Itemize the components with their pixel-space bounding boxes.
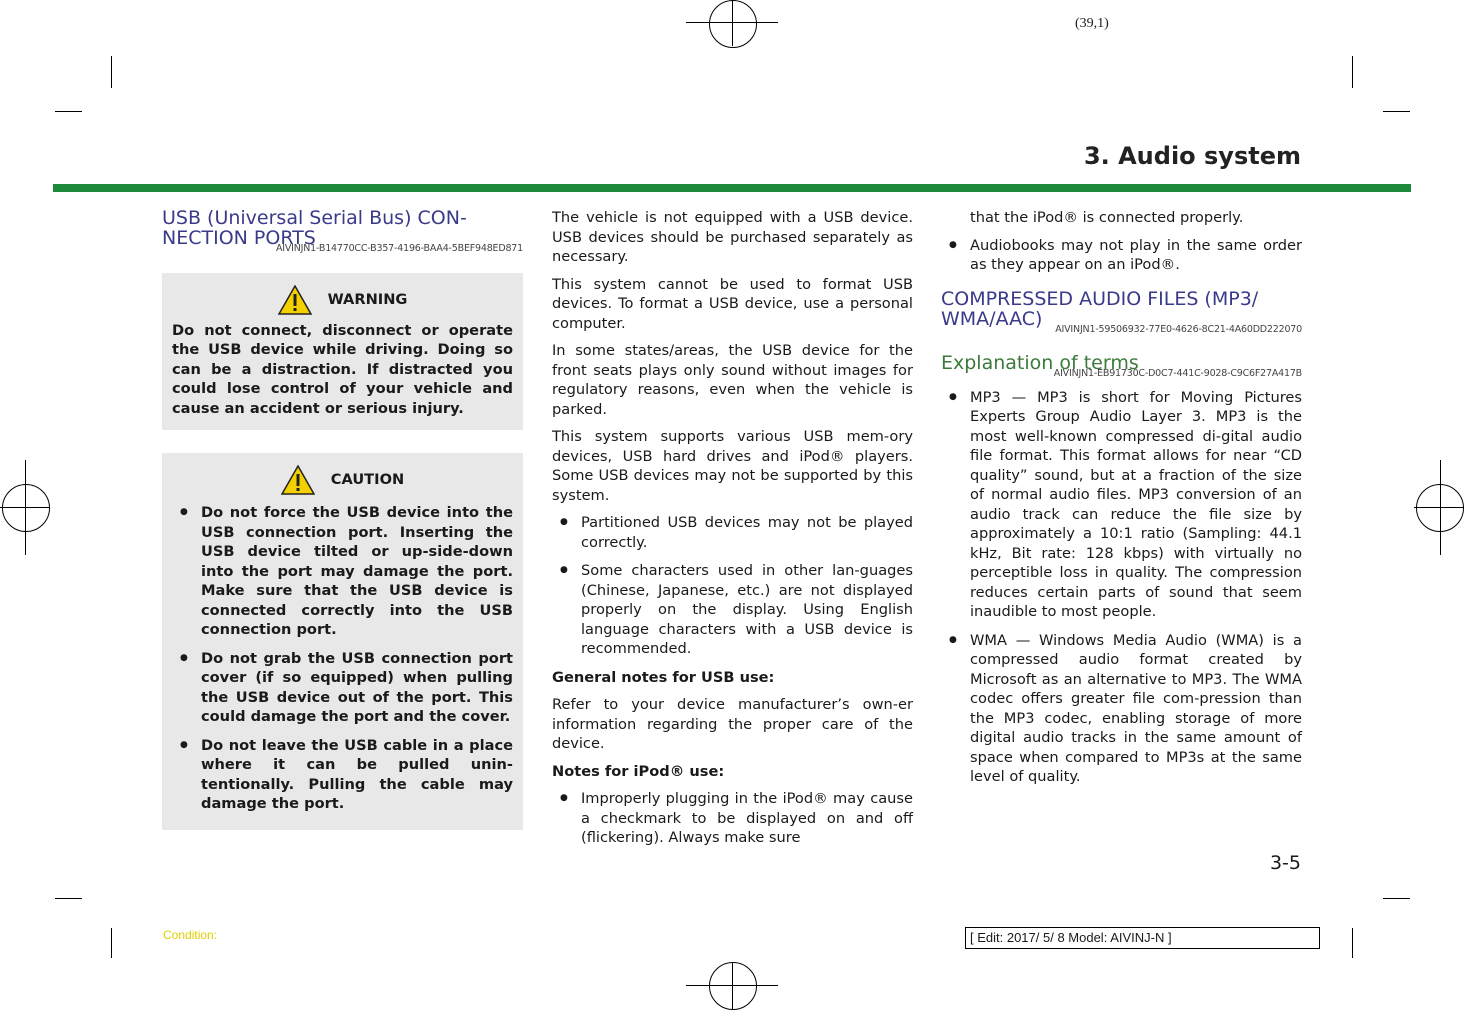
caution-title-row xyxy=(172,465,513,495)
caution-item: ● Do not leave the USB cable in a place where it can be pulled unin-tentionally. Pulling the cable may damage the port. xyxy=(172,736,513,814)
list-item: ● WMA — Windows Media Audio (WMA) is a compressed audio format created by Microsoft as an alternative to MP3. The WMA codec offers greater file com-pression than the MP3 codec, enabling storage of more digital audio tracks in the same amount of space when compared to MP3s at the same level of quality. xyxy=(941,631,1302,787)
subheading-general-notes: General notes for USB use: xyxy=(552,668,775,686)
list-item: ● Improperly plugging in the iPod® may cause a checkmark to be displayed on and off (flickering). Always make sure xyxy=(552,789,913,848)
footer-condition: Condition: xyxy=(163,928,218,942)
list-item: ● Audiobooks may not play in the same order as they appear on an iPod®. xyxy=(941,236,1302,275)
subheading-ipod-notes: Notes for iPod® use: xyxy=(552,762,725,780)
column-2 xyxy=(552,208,913,857)
paragraph: The vehicle is not equipped with a USB device. USB devices should be purchased separately as necessary. xyxy=(552,209,913,265)
crop-mark xyxy=(1383,111,1410,112)
crop-mark xyxy=(1352,928,1353,958)
footer-edit-box: [ Edit: 2017/ 5/ 8 Model: AIVINJ-N ] xyxy=(965,927,1320,949)
caution-triangle-icon xyxy=(281,465,315,495)
crop-mark xyxy=(55,111,82,112)
warning-title-row xyxy=(172,285,513,315)
terms-list xyxy=(941,388,1302,787)
list-item: ● MP3 — MP3 is short for Moving Pictures Experts Group Audio Layer 3. MP3 is the most well-known compressed di-gital audio file format. This format allows for near “CD quality” sound, but at a fraction of the size of normal audio files. MP3 conversion of an audio track can reduce the file size by approximately a 10:1 ratio (Sampling: 44.1 kHz, Bit rate: 128 kbps) with virtually no perceptible loss in quality. The compression reduces certain parts of sound that seem inaudible to most people. xyxy=(941,388,1302,622)
column-3 xyxy=(941,208,1302,796)
section-code: AIVINJN1-B14770CC-B357-4196-BAA4-5BEF948ED871 xyxy=(275,243,523,254)
caution-list xyxy=(172,503,513,814)
subheading-explanation: Explanation of terms xyxy=(941,352,1139,374)
usb-notes-list xyxy=(552,513,913,659)
caution-title: CAUTION xyxy=(330,471,405,488)
list-item: ● Some characters used in other lan-guages (Chinese, Japanese, etc.) are not displayed properly on the display. Using English language characters with a USB device is recommended. xyxy=(552,561,913,659)
warning-text: Do not connect, disconnect or operate the USB device while driving. Doing so can be a distraction. If distracted you could lose control of your vehicle and cause an accident or serious injury. xyxy=(172,321,513,417)
crop-mark xyxy=(55,898,82,899)
warning-triangle-icon xyxy=(278,285,312,315)
caution-item: ● Do not force the USB device into the USB connection port. Inserting the USB device tilted or up-side-down into the port may damage the port. Make sure that the USB device is connected correctly into the USB connection port. xyxy=(172,503,513,640)
crop-mark xyxy=(1383,898,1410,899)
paragraph: This system cannot be used to format USB devices. To format a USB device, use a personal computer. xyxy=(552,275,913,332)
chapter-rule xyxy=(53,184,1411,192)
crop-mark xyxy=(111,56,112,88)
caution-box xyxy=(162,453,523,830)
section-heading-usb: USB (Universal Serial Bus) CON-NECTION PORTS xyxy=(162,207,467,249)
chapter-title: 3. Audio system xyxy=(1083,142,1301,170)
list-item-continuation: that the iPod® is connected properly. xyxy=(970,209,1244,226)
page-marker: (39,1) xyxy=(1075,16,1109,31)
section-heading-compressed: COMPRESSED AUDIO FILES (MP3/ WMA/AAC) xyxy=(941,287,1259,330)
section-code: AIVINJN1-59506932-77E0-4626-8C21-4A60DD222070 xyxy=(1055,323,1302,335)
crop-mark xyxy=(111,928,112,958)
page-folio: 3-5 xyxy=(1269,852,1301,874)
subsection-code: AIVINJN1-EB91730C-D0C7-441C-9028-C9C6F27A417B xyxy=(1053,368,1302,379)
crop-mark xyxy=(1352,56,1353,88)
warning-title: WARNING xyxy=(327,290,408,308)
column-1 xyxy=(162,208,523,830)
caution-item: ● Do not grab the USB connection port cover (if so equipped) when pulling the USB device out of the port. This could damage the port and the cover. xyxy=(172,649,513,727)
ipod-notes-list-cont xyxy=(941,236,1302,275)
list-item: ● Partitioned USB devices may not be played correctly. xyxy=(552,513,913,552)
ipod-notes-list xyxy=(552,789,913,848)
warning-box xyxy=(162,273,523,431)
paragraph: Refer to your device manufacturer’s own-er information regarding the proper care of the device. xyxy=(552,696,913,752)
paragraph: This system supports various USB mem-ory devices, USB hard drives and iPod® players. Some USB devices may not be supported by this system. xyxy=(552,428,913,504)
paragraph: In some states/areas, the USB device for the front seats plays only sound without images for regulatory reasons, even when the vehicle is parked. xyxy=(552,342,913,418)
